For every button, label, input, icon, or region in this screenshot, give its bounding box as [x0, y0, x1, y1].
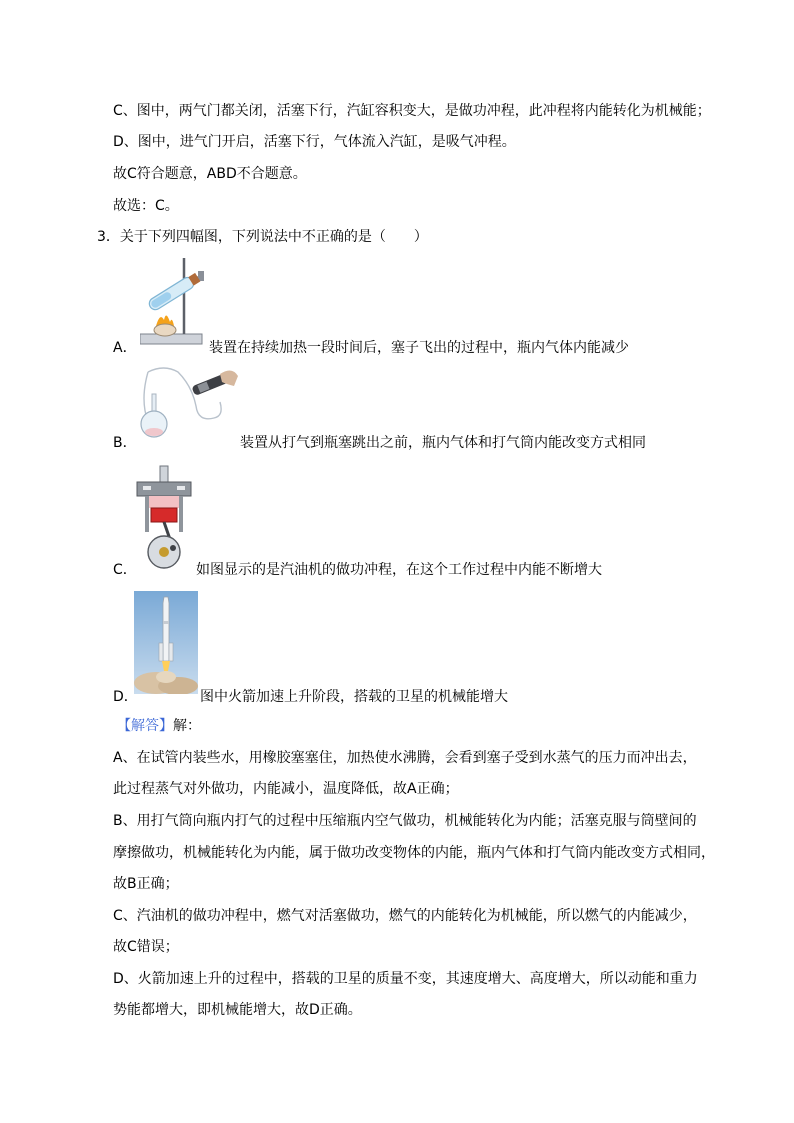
- solution-line: D、火箭加速上升的过程中，搭载的卫星的质量不变，其速度增大、高度增大，所以动能和重力: [113, 971, 698, 987]
- option-d-label: D．: [113, 689, 138, 705]
- option-a-label: A．: [113, 340, 137, 356]
- option-c-label: C．: [113, 562, 137, 578]
- prev-option-c: C、图中，两气门都关闭，活塞下行，汽缸容积变大，是做功冲程，此冲程将内能转化为机械能；: [113, 103, 711, 119]
- prev-option-d: D、图中，进气门开启，活塞下行，气体流入汽缸，是吸气冲程。: [113, 134, 516, 150]
- solution-line: A、在试管内装些水，用橡胶塞塞住，加热使水沸腾，会看到塞子受到水蒸气的压力而冲出去，: [113, 750, 697, 766]
- prev-answer: 故选：C。: [113, 198, 179, 214]
- option-c-text: 如图显示的是汽油机的做功冲程，在这个工作过程中内能不断增大: [196, 562, 602, 578]
- option-b-text: 装置从打气到瓶塞跳出之前，瓶内气体和打气筒内能改变方式相同: [240, 435, 646, 451]
- solution-line: 故C错误；: [113, 939, 179, 955]
- solution-line: 故B正确；: [113, 876, 179, 892]
- solution-tag-suffix: 解：: [173, 718, 201, 734]
- question-text: 关于下列四幅图，下列说法中不正确的是（ ）: [119, 229, 428, 245]
- solution-line: C、汽油机的做功冲程中，燃气对活塞做功，燃气的内能转化为机械能，所以燃气的内能减少，: [113, 908, 697, 924]
- figure-d-rocket-launch: [134, 591, 198, 694]
- option-a-text: 装置在持续加热一段时间后，塞子飞出的过程中，瓶内气体内能减少: [209, 340, 629, 356]
- solution-heading: [117, 716, 201, 736]
- question-stem: [97, 227, 428, 247]
- prev-conclusion: 故C符合题意，ABD不合题意。: [113, 166, 307, 182]
- solution-line: 此过程蒸气对外做功，内能减小，温度降低，故A正确；: [113, 781, 459, 797]
- solution-line: 摩擦做功，机械能转化为内能，属于做功改变物体的内能，瓶内气体和打气筒内能改变方式相同，: [113, 845, 715, 861]
- figure-c-engine-cylinder: [133, 464, 195, 574]
- option-d-text: 图中火箭加速上升阶段，搭载的卫星的机械能增大: [200, 689, 508, 705]
- question-number: 3．: [97, 229, 120, 245]
- solution-line: B、用打气筒向瓶内打气的过程中压缩瓶内空气做功，机械能转化为内能；活塞克服与筒壁间的: [113, 813, 697, 829]
- figure-b-flask-pump: [134, 366, 240, 442]
- figure-a-test-tube-heating: [140, 256, 206, 346]
- solution-line: 势能都增大，即机械能增大，故D正确。: [113, 1002, 362, 1018]
- option-b-label: B．: [113, 435, 137, 451]
- solution-tag: 【解答】: [117, 718, 173, 734]
